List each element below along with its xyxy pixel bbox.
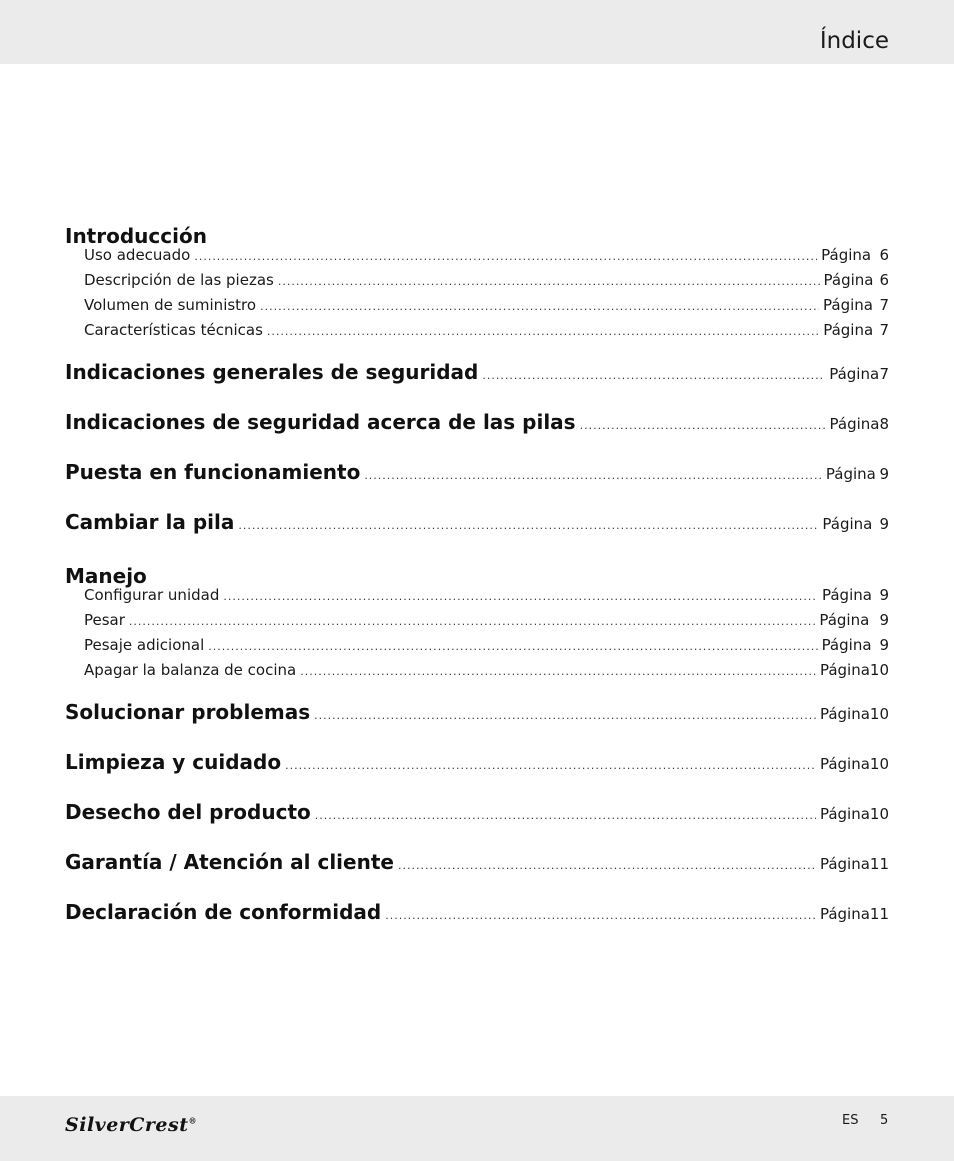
page-number: 10	[869, 705, 889, 723]
toc-subentry-uso-adecuado[interactable]	[65, 246, 889, 271]
page-word: Página	[819, 855, 870, 873]
page-number: 9	[879, 465, 889, 483]
dot-leader	[194, 250, 817, 263]
toc-entry-seguridad-pilas[interactable]	[65, 410, 889, 460]
dot-leader	[482, 369, 825, 382]
dot-leader	[385, 909, 816, 922]
toc-subentry-configurar[interactable]	[65, 586, 889, 611]
page-word: Página	[821, 636, 872, 654]
toc-subentry-descripcion[interactable]	[65, 271, 889, 296]
page-word: Página	[823, 321, 874, 339]
brand-name: SilverCrest	[65, 1114, 189, 1136]
page-number: 9	[879, 586, 889, 604]
toc-heading-label: Introducción	[65, 224, 207, 248]
toc-heading-label: Puesta en funcionamiento	[65, 460, 361, 484]
toc-entry-label: Configurar unidad	[84, 586, 220, 604]
page-number: 7	[879, 321, 889, 339]
page-word: Página	[823, 271, 874, 289]
toc-heading-label: Solucionar problemas	[65, 700, 311, 724]
toc-subentry-pesar[interactable]	[65, 611, 889, 636]
toc-heading-label: Manejo	[65, 564, 147, 588]
toc-entry-label: Pesaje adicional	[84, 636, 205, 654]
page-word: Página	[819, 661, 870, 679]
page-number: 10	[869, 805, 889, 823]
dot-leader	[208, 640, 817, 653]
brand-logo	[65, 1114, 197, 1136]
spacer	[65, 686, 889, 700]
page-number: 11	[869, 855, 889, 873]
toc-entry-solucionar[interactable]	[65, 700, 889, 750]
page-word: Página	[819, 705, 870, 723]
dot-leader	[223, 590, 818, 603]
header-band	[0, 0, 954, 64]
toc-subentry-caracteristicas[interactable]	[65, 321, 889, 346]
page-number: 8	[879, 415, 889, 433]
toc-heading-label: Indicaciones de seguridad acerca de las pilas	[65, 410, 576, 434]
dot-leader	[580, 419, 826, 432]
toc-entry-label: Pesar	[84, 611, 125, 629]
dot-leader	[129, 615, 815, 628]
page-number: 10	[869, 661, 889, 679]
dot-leader	[315, 809, 816, 822]
footer-language: ES	[842, 1113, 859, 1128]
page-number: 9	[879, 515, 889, 533]
page-number: 10	[869, 755, 889, 773]
toc-heading-label: Indicaciones generales de seguridad	[65, 360, 479, 384]
dot-leader	[285, 759, 816, 772]
page-word: Página	[829, 415, 880, 433]
page-word: Página	[822, 515, 873, 533]
dot-leader	[238, 519, 818, 532]
page-word: Página	[825, 465, 876, 483]
toc-entry-puesta[interactable]	[65, 460, 889, 510]
toc-entry-limpieza[interactable]	[65, 750, 889, 800]
toc-heading-label: Desecho del producto	[65, 800, 311, 824]
toc-heading-label: Declaración de conformidad	[65, 900, 382, 924]
toc-heading-introduccion[interactable]	[65, 220, 889, 246]
page-number: 11	[869, 905, 889, 923]
page-number: 6	[879, 271, 889, 289]
toc-entry-declaracion[interactable]	[65, 900, 889, 950]
page-number: 7	[879, 296, 889, 314]
toc-heading-label: Garantía / Atención al cliente	[65, 850, 394, 874]
dot-leader	[260, 300, 819, 313]
toc-entry-label: Volumen de suministro	[84, 296, 257, 314]
registered-mark: ®	[188, 1115, 197, 1126]
toc-heading-manejo[interactable]	[65, 560, 889, 586]
page-word: Página	[829, 365, 880, 383]
page-number: 7	[879, 365, 889, 383]
toc-heading-label: Limpieza y cuidado	[65, 750, 282, 774]
toc-entry-desecho[interactable]	[65, 800, 889, 850]
page-word: Página	[819, 805, 870, 823]
toc-entry-label: Uso adecuado	[84, 246, 191, 264]
toc-entry-label: Apagar la balanza de cocina	[84, 661, 297, 679]
toc-entry-label: Descripción de las piezas	[84, 271, 274, 289]
page-number: 9	[879, 636, 889, 654]
page-word: Página	[819, 611, 870, 629]
page-number: 6	[879, 246, 889, 264]
footer-page-number: 5	[880, 1113, 889, 1128]
page-title: Índice	[819, 28, 889, 54]
toc-entry-garantia[interactable]	[65, 850, 889, 900]
page-word: Página	[821, 586, 872, 604]
table-of-contents	[65, 210, 889, 950]
toc-subentry-pesaje-adicional[interactable]	[65, 636, 889, 661]
toc-heading-label: Cambiar la pila	[65, 510, 235, 534]
dot-leader	[300, 665, 816, 678]
dot-leader	[314, 709, 816, 722]
toc-entry-seguridad-general[interactable]	[65, 360, 889, 410]
toc-subentry-apagar[interactable]	[65, 661, 889, 686]
spacer	[65, 346, 889, 360]
page-word: Página	[823, 296, 873, 314]
page-number: 9	[879, 611, 889, 629]
dot-leader	[267, 325, 819, 338]
toc-entry-label: Características técnicas	[84, 321, 263, 339]
page-word: Página	[821, 246, 872, 264]
toc-subentry-volumen[interactable]	[65, 296, 889, 321]
page-word: Página	[819, 755, 870, 773]
page-word: Página	[819, 905, 870, 923]
dot-leader	[364, 469, 822, 482]
dot-leader	[278, 275, 820, 288]
dot-leader	[398, 859, 816, 872]
toc-entry-cambiar[interactable]	[65, 510, 889, 560]
